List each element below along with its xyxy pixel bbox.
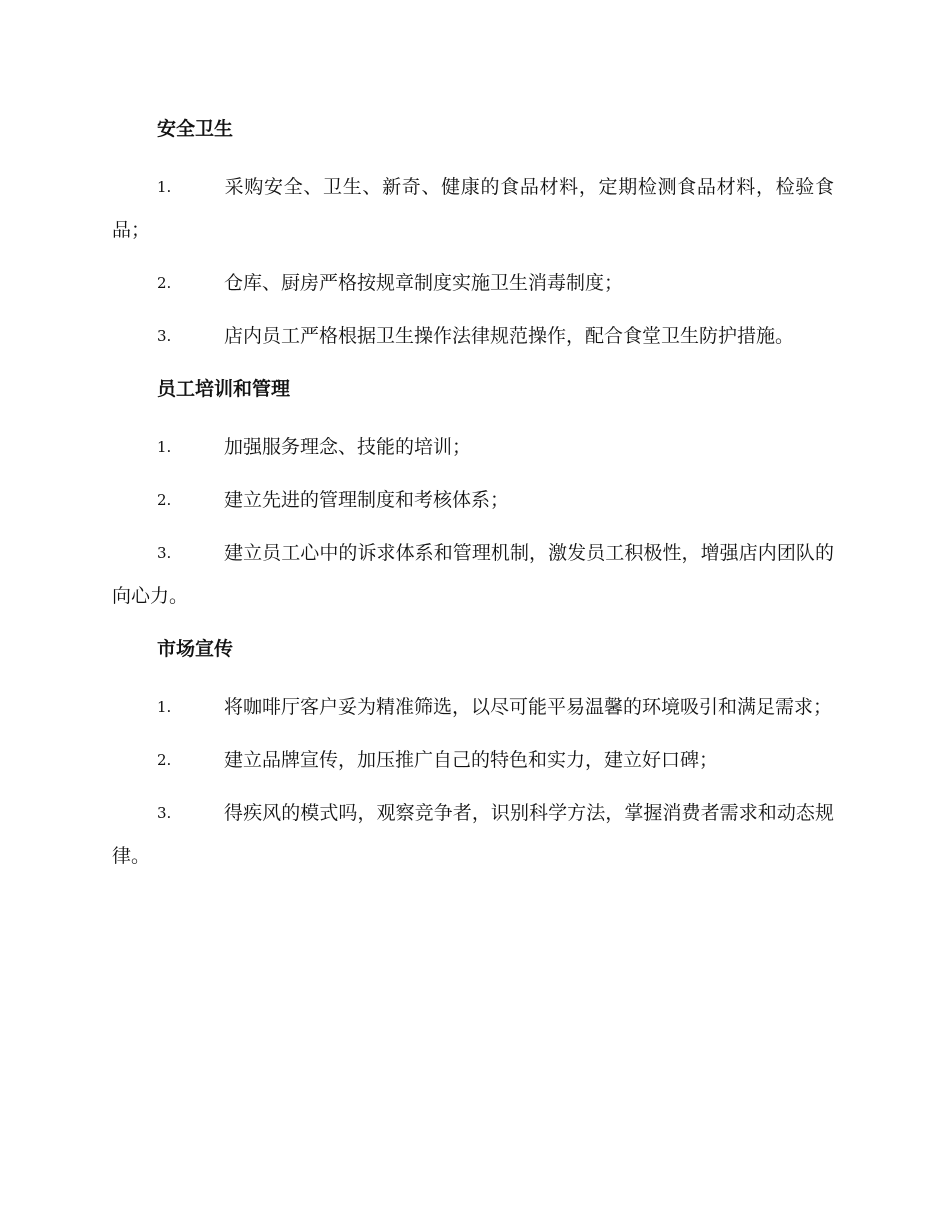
list-item <box>112 739 834 782</box>
list-item <box>112 686 834 729</box>
item-number: 2. <box>157 491 172 509</box>
item-number: 2. <box>157 751 172 769</box>
item-number: 3. <box>157 327 172 345</box>
list-item <box>112 532 834 618</box>
item-number: 3. <box>157 544 172 562</box>
item-text: 加强服务理念、技能的培训； <box>224 436 472 458</box>
list-item <box>112 479 834 522</box>
item-text: 采购安全、卫生、新奇、健康的食品材料，定期检测食品材料，检验食品； <box>112 176 834 241</box>
item-text: 得疾风的模式吗，观察竞争者，识别科学方法，掌握消费者需求和动态规律。 <box>112 802 834 867</box>
section-marketing <box>112 632 834 878</box>
item-number: 1. <box>157 438 172 456</box>
item-text: 建立员工心中的诉求体系和管理机制，激发员工积极性，增强店内团队的向心力。 <box>112 542 834 607</box>
list-item <box>112 262 834 305</box>
item-text: 仓库、厨房严格按规章制度实施卫生消毒制度； <box>224 272 624 294</box>
item-number: 2. <box>157 274 172 292</box>
item-text: 店内员工严格根据卫生操作法律规范操作，配合食堂卫生防护措施。 <box>224 325 795 347</box>
document-body <box>112 112 834 892</box>
section-heading: 员工培训和管理 <box>157 378 291 400</box>
item-number: 1. <box>157 698 172 716</box>
list-item <box>112 315 834 358</box>
section-heading: 安全卫生 <box>157 118 234 140</box>
item-number: 3. <box>157 804 172 822</box>
section-safety-hygiene <box>112 112 834 358</box>
section-heading: 市场宣传 <box>157 638 234 660</box>
list-item <box>112 426 834 469</box>
list-item <box>112 792 834 878</box>
item-text: 建立品牌宣传，加压推广自己的特色和实力，建立好口碑； <box>224 749 719 771</box>
item-number: 1. <box>157 178 172 196</box>
item-text: 建立先进的管理制度和考核体系； <box>224 489 510 511</box>
item-text: 将咖啡厅客户妥为精准筛选，以尽可能平易温馨的环境吸引和满足需求； <box>224 696 833 718</box>
section-staff-training <box>112 372 834 618</box>
list-item <box>112 166 834 252</box>
